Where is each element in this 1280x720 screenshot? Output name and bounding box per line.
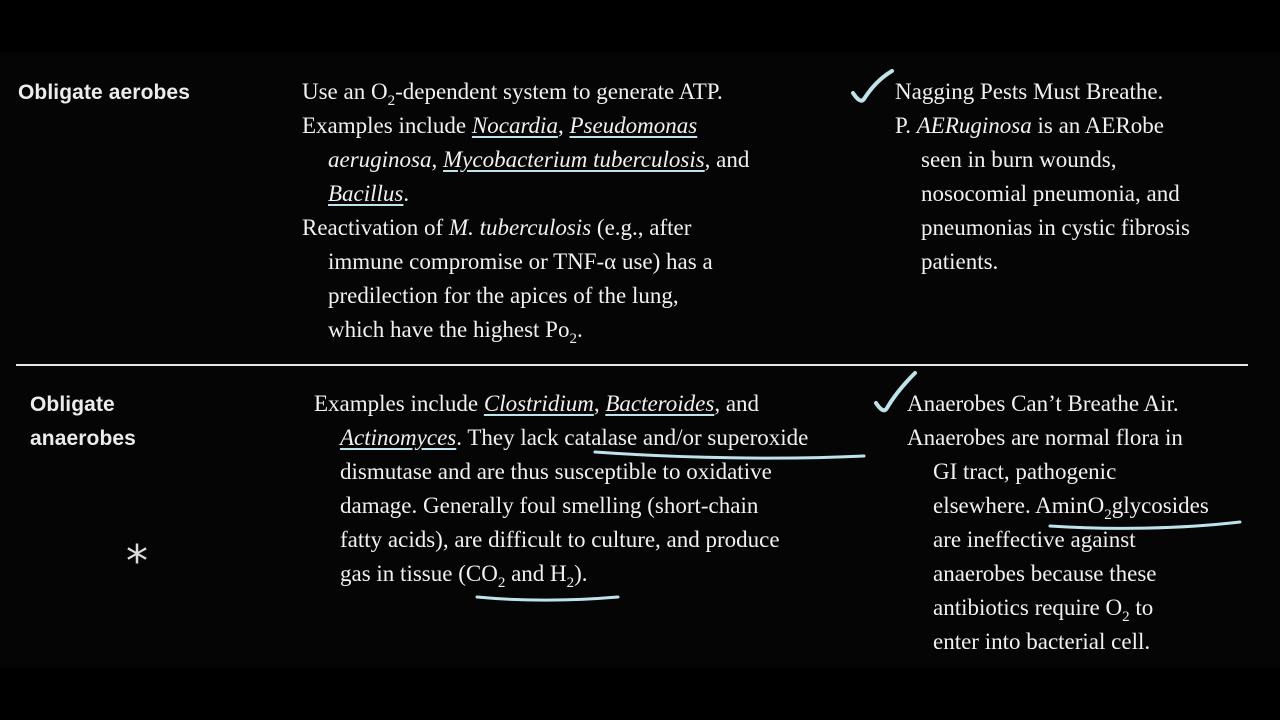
text: , and bbox=[704, 147, 750, 172]
asterisk-icon: * bbox=[126, 536, 148, 587]
label-text: Obligate aerobes bbox=[18, 81, 190, 104]
mnemonic-line: anaerobes because these bbox=[933, 561, 1157, 586]
label-text: Obligate bbox=[30, 393, 115, 416]
text: , and bbox=[714, 391, 760, 416]
text: P. bbox=[895, 113, 917, 138]
text: is an AERobe bbox=[1031, 113, 1164, 138]
desc-line bbox=[314, 387, 808, 421]
mnemonic-title: Anaerobes Can’t Breathe Air. bbox=[907, 391, 1179, 416]
text: Use an O bbox=[302, 79, 388, 104]
text: glycosides bbox=[1111, 493, 1209, 518]
desc-line bbox=[302, 177, 749, 211]
text: to bbox=[1129, 595, 1154, 620]
desc-line: predilection for the apices of the lung, bbox=[328, 283, 679, 308]
organism-name: Nocardia bbox=[471, 113, 558, 138]
desc-line bbox=[302, 211, 749, 245]
text: (e.g., after bbox=[591, 215, 692, 240]
organism-name: Actinomyces bbox=[340, 425, 457, 450]
mnemonic-line: patients. bbox=[921, 249, 999, 274]
aerobes-mnemonic bbox=[895, 75, 1190, 279]
desc-line bbox=[302, 75, 749, 109]
text: gas in tissue (CO bbox=[340, 561, 498, 586]
organism-name: Mycobacterium tuberculosis bbox=[443, 147, 705, 172]
mnemonic-line bbox=[907, 591, 1209, 625]
aerobes-description bbox=[302, 75, 749, 347]
desc-line bbox=[302, 143, 749, 177]
desc-line: damage. Generally foul smelling (short-chain bbox=[340, 493, 759, 518]
organism-name: Bacillus bbox=[328, 181, 404, 206]
asterisk-mark bbox=[126, 536, 148, 587]
anaerobes-mnemonic bbox=[907, 387, 1209, 659]
subscript: 2 bbox=[387, 93, 396, 109]
desc-line: fatty acids), are difficult to culture, and produce bbox=[340, 527, 780, 552]
subscript: 2 bbox=[569, 331, 577, 347]
row-label-aerobes bbox=[18, 76, 190, 110]
organism-name: M. tuberculosis bbox=[448, 215, 592, 240]
desc-line bbox=[302, 109, 749, 143]
label-text: anaerobes bbox=[30, 427, 136, 450]
text: , bbox=[557, 113, 570, 138]
mnemonic-line: are ineffective against bbox=[933, 527, 1136, 552]
text: and H bbox=[505, 561, 567, 586]
organism-name: aeruginosa bbox=[328, 147, 432, 172]
anaerobes-description bbox=[314, 387, 808, 591]
subscript: 2 bbox=[497, 575, 506, 591]
desc-line: immune compromise or TNF-α use) has a bbox=[328, 249, 713, 274]
organism-name: AERuginosa bbox=[916, 113, 1032, 138]
row-label-anaerobes bbox=[30, 388, 136, 456]
subscript: 2 bbox=[566, 575, 575, 591]
mnemonic-title: Nagging Pests Must Breathe. bbox=[895, 79, 1164, 104]
organism-name: Clostridium bbox=[483, 391, 594, 416]
text: , bbox=[593, 391, 606, 416]
text: . They lack catalase and/or superoxide bbox=[456, 425, 809, 450]
mnemonic-line bbox=[895, 109, 1190, 143]
subscript: 2 bbox=[1104, 507, 1112, 523]
text: elsewhere. AminO bbox=[933, 493, 1105, 518]
mnemonic-line: Anaerobes are normal flora in bbox=[907, 425, 1183, 450]
organism-name: Bacteroides bbox=[605, 391, 715, 416]
row-divider bbox=[16, 364, 1248, 366]
organism-name: Pseudomonas bbox=[569, 113, 698, 138]
mnemonic-line: pneumonias in cystic fibrosis bbox=[921, 215, 1190, 240]
mnemonic-line: nosocomial pneumonia, and bbox=[921, 181, 1180, 206]
text: ). bbox=[574, 561, 588, 586]
desc-line bbox=[302, 313, 749, 347]
desc-line: dismutase and are thus susceptible to oxidative bbox=[340, 459, 772, 484]
text: , bbox=[431, 147, 443, 172]
text: which have the highest Po bbox=[328, 317, 570, 342]
text: Examples include bbox=[302, 113, 472, 138]
mnemonic-line: enter into bacterial cell. bbox=[933, 629, 1151, 654]
text: -dependent system to generate ATP. bbox=[395, 79, 723, 104]
text: Examples include bbox=[314, 391, 484, 416]
subscript: 2 bbox=[1122, 609, 1130, 625]
mnemonic-line: GI tract, pathogenic bbox=[933, 459, 1117, 484]
text: Reactivation of bbox=[302, 215, 449, 240]
text: . bbox=[403, 181, 410, 206]
desc-line bbox=[314, 557, 808, 591]
mnemonic-line bbox=[907, 489, 1209, 523]
mnemonic-line: seen in burn wounds, bbox=[921, 147, 1117, 172]
text: antibiotics require O bbox=[933, 595, 1123, 620]
text: . bbox=[576, 317, 583, 342]
desc-line bbox=[314, 421, 808, 455]
